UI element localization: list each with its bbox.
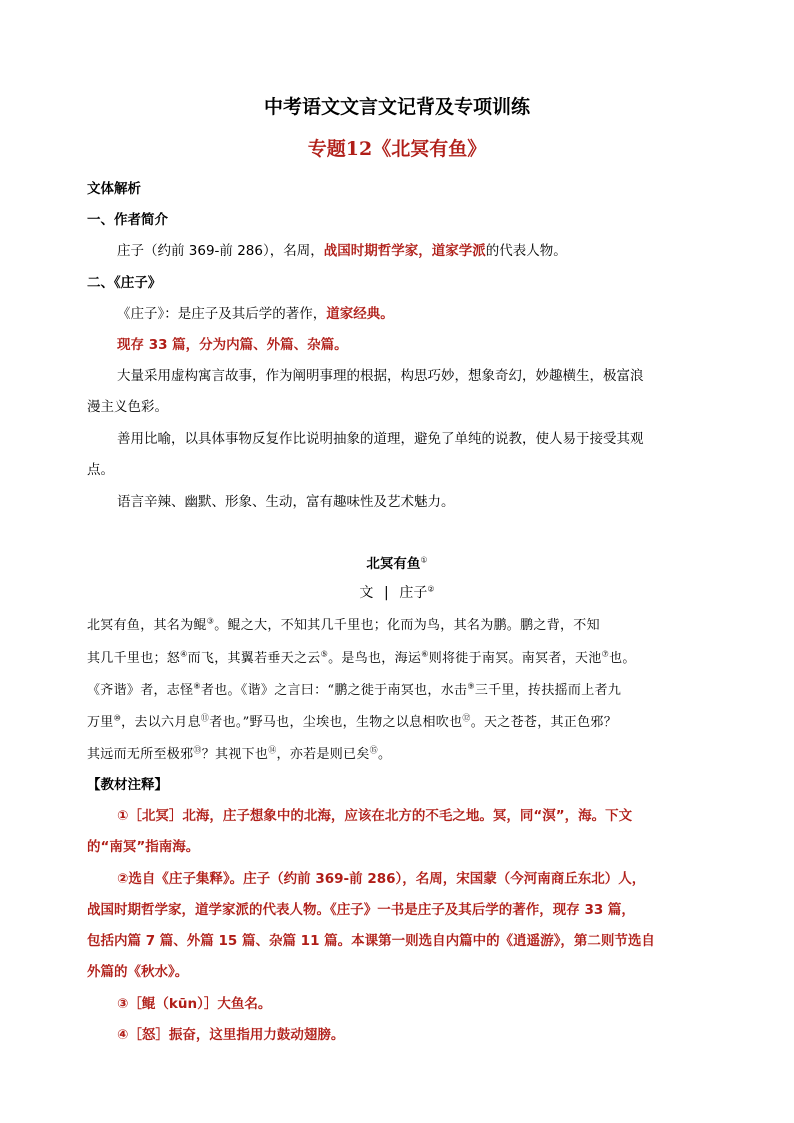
classical-text-line-2 <box>87 647 636 666</box>
book-feature-3: 语言辛辣、幽默、形象、生动，富有趣味性及艺术魅力。 <box>117 494 455 510</box>
topic-title: 专题12《北冥有鱼》 <box>307 138 487 160</box>
book-feature-2-line-2: 点。 <box>87 462 114 478</box>
footnote-mark-8: ⑧ <box>193 681 201 691</box>
text-segment: 其几千里也；怒 <box>87 651 181 666</box>
page-title: 中考语文文言文记背及专项训练 <box>263 96 530 118</box>
byline-prefix: 文 <box>359 585 374 601</box>
text-segment: 。是鸟也，海运 <box>328 651 422 666</box>
text-segment: 。鲲之大，不知其几千里也；化而为鸟，其名为鹏。鹏之背，不知 <box>214 618 600 633</box>
notes-heading: 【教材注释】 <box>87 777 168 793</box>
book-intro <box>117 302 394 322</box>
footnote-mark-11: ⑪ <box>200 713 210 723</box>
note-2-line-1: ②选自《庄子集释》。庄子（约前 369-前 286），名周，宋国蒙（今河南商丘东北）人， <box>117 871 646 887</box>
footnote-mark-14: ⑭ <box>268 745 277 755</box>
text-segment: 。 <box>377 747 392 762</box>
text-segment: 而飞，其翼若垂天之云 <box>187 651 321 666</box>
text-segment: 则将徙于南冥。南冥者，天池 <box>428 651 602 666</box>
note-4: ④［怒］振奋，这里指用力鼓动翅膀。 <box>117 1027 345 1043</box>
book-feature-1-line-2: 漫主义色彩。 <box>87 399 168 415</box>
book-feature-1-line-1: 大量采用虚构寓言故事，作为阐明事理的根据，构思巧妙，想象奇幻，妙趣横生，极富浪 <box>117 368 644 384</box>
text-byline <box>0 582 794 602</box>
author-intro-text: 庄子（约前 369-前 286），名周， <box>117 243 324 259</box>
text-segment: ，去以六月息 <box>121 715 201 730</box>
text-segment: 也。 <box>609 651 636 666</box>
section-heading-genre: 文体解析 <box>87 181 141 197</box>
footnote-mark-6: ⑥ <box>421 649 429 659</box>
classical-text-line-5 <box>87 743 391 762</box>
text-segment: 北冥有鱼，其名为鲲 <box>87 618 207 633</box>
text-segment: 。天之苍苍，其正色邪？ <box>470 715 617 730</box>
text-segment: 者也。《谐》之言曰：“鹏之徙于南冥也，水击 <box>200 683 468 698</box>
note-1-line-2: 的“南冥”指南海。 <box>87 839 200 855</box>
book-structure: 现存 33 篇，分为内篇、外篇、杂篇。 <box>117 337 348 353</box>
text-segment: 《齐谐》者，志怪 <box>87 683 194 698</box>
footnote-mark-12: ⑫ <box>462 713 471 723</box>
section-heading-book: 二、《庄子》 <box>87 275 162 291</box>
byline-author: 庄子 <box>399 585 428 601</box>
author-intro-tail: 的代表人物。 <box>485 243 567 259</box>
footnote-mark-4: ④ <box>180 649 188 659</box>
author-intro-highlight: 战国时期哲学家，道家学派 <box>323 243 486 259</box>
text-title <box>0 552 794 572</box>
footnote-mark-10: ⑩ <box>113 713 122 723</box>
text-segment: 其远而无所至极邪 <box>87 747 194 762</box>
footnote-mark-9: ⑨ <box>467 681 475 691</box>
note-3: ③［鲲（kūn）］大鱼名。 <box>117 996 272 1012</box>
note-1-line-1: ①［北冥］北海，庄子想象中的北海，应该在北方的不毛之地。冥，同“溟”，海。下文 <box>117 808 633 824</box>
classical-text-line-3 <box>87 679 621 698</box>
footnote-mark-3: ③ <box>206 616 215 626</box>
text-title-label: 北冥有鱼 <box>366 556 421 572</box>
byline-separator: | <box>384 585 389 601</box>
author-intro <box>117 239 567 259</box>
book-intro-text: 《庄子》：是庄子及其后学的著作， <box>117 306 327 322</box>
text-segment: ？其视下也 <box>201 747 269 762</box>
classical-text-line-1 <box>87 614 600 633</box>
text-segment: 三千里，抟扶摇而上者九 <box>474 683 622 698</box>
classical-text-line-4 <box>87 711 617 730</box>
footnote-mark-7: ⑦ <box>601 649 610 659</box>
footnote-mark-2: ② <box>427 584 435 594</box>
section-heading-author: 一、作者简介 <box>87 212 168 228</box>
book-feature-2-line-1: 善用比喻，以具体事物反复作比说明抽象的道理，避免了单纯的说教，使人易于接受其观 <box>117 431 644 447</box>
note-2-line-2: 战国时期哲学家，道学家派的代表人物。《庄子》一书是庄子及其后学的著作，现存 33 篇， <box>87 902 635 918</box>
footnote-mark-13: ⑬ <box>193 745 202 755</box>
footnote-mark-15: ⑮ <box>369 745 378 755</box>
text-segment: 万里 <box>87 715 114 730</box>
book-intro-highlight: 道家经典。 <box>326 306 394 322</box>
footnote-mark-1: ① <box>420 555 428 565</box>
text-segment: ，亦若是则已矣 <box>276 747 370 762</box>
note-2-line-3: 包括内篇 7 篇、外篇 15 篇、杂篇 11 篇。本课第一则选自内篇中的《逍遥游》，第二则节选自 <box>87 933 655 949</box>
text-segment: 者也。”野马也，尘埃也，生物之以息相吹也 <box>209 715 463 730</box>
footnote-mark-5: ⑤ <box>320 649 329 659</box>
note-2-line-4: 外篇的《秋水》。 <box>87 964 189 980</box>
